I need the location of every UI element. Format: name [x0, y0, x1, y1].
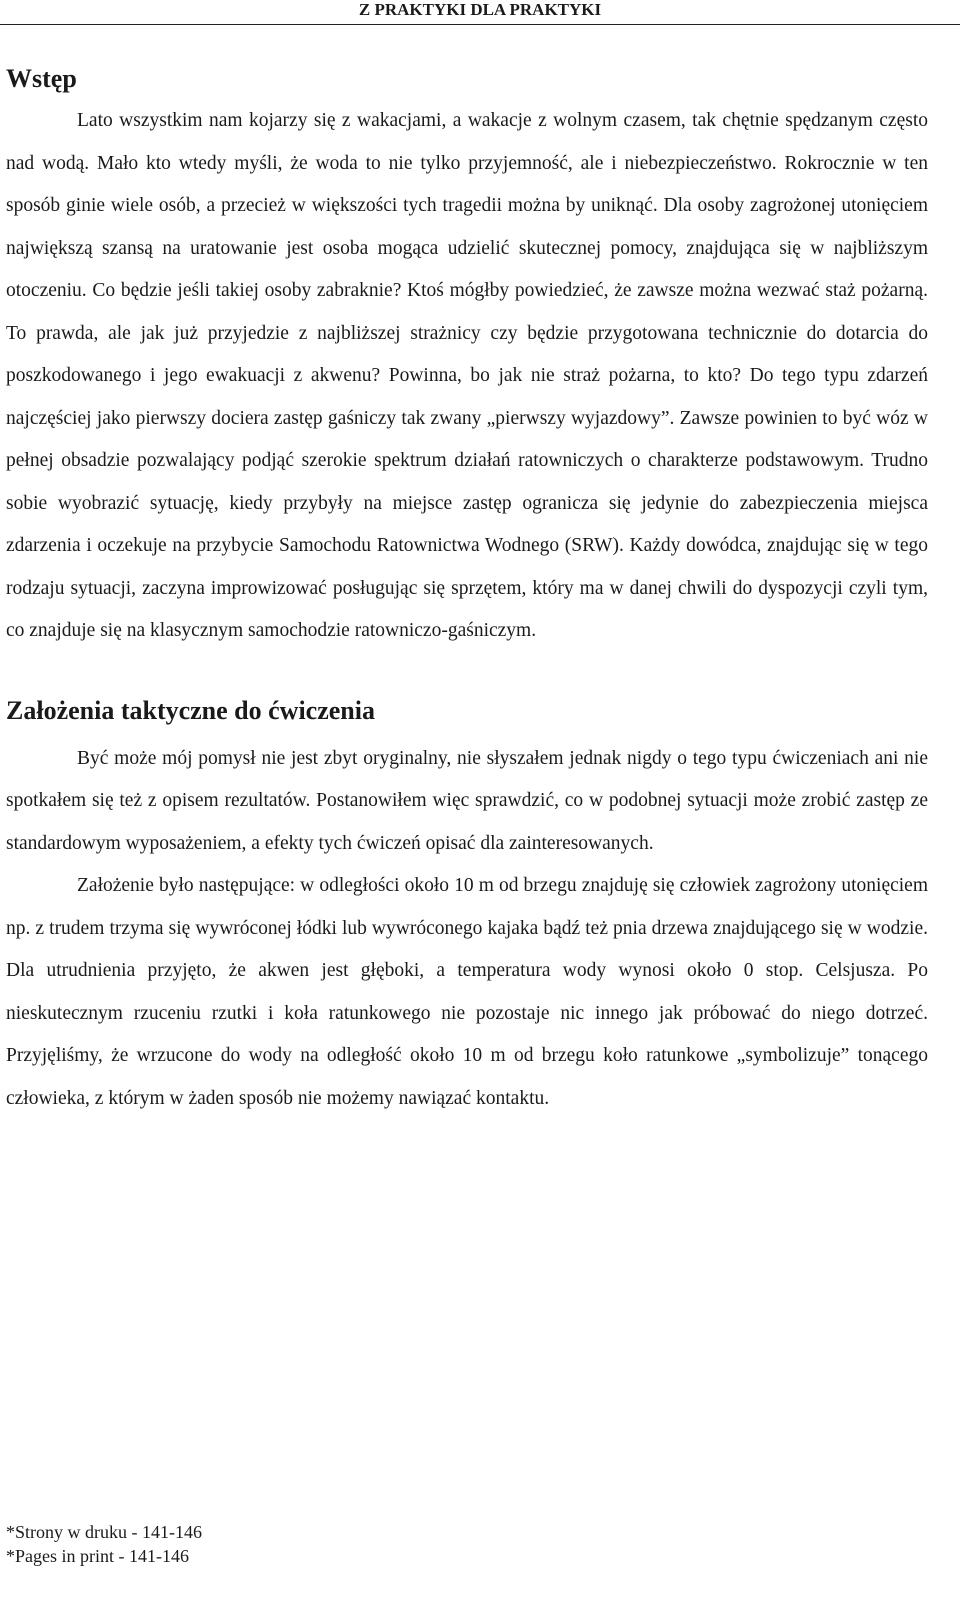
header-rule	[0, 24, 960, 25]
paragraph-tactical-2: Założenie było następujące: w odległości około 10 m od brzegu znajduję się człowiek zagrożony utonięciem np. z trudem trzyma się wywróconej łódki lub wywróconego kajaka bądź też pnia drzewa znajdującego się w wodzie. Dla utrudnienia przyjęto, że akwen jest głęboki, a temperatura wody wynosi około 0 stop. Celsjusza. Po nieskutecznym rzuceniu rzutki i koła ratunkowego nie pozostaje nic innego jak próbować do niego dotrzeć. Przyjęliśmy, że wrzucone do wody na odległość około 10 m od brzegu koło ratunkowe „symbolizuje” tonącego człowieka, z którym w żaden sposób nie możemy nawiązać kontaktu.	[6, 875, 928, 1109]
footnote-print-pages-en: *Pages in print - 141-146	[6, 1546, 189, 1566]
section-heading-tactical-assumptions: Założenia taktyczne do ćwiczenia	[6, 695, 375, 725]
footnotes	[6, 1520, 202, 1568]
paragraph-tactical-1: Być może mój pomysł nie jest zbyt oryginalny, nie słyszałem jednak nigdy o tego typu ćwiczeniach ani nie spotkałem się też z opisem rezultatów. Postanowiłem więc sprawdzić, co w podobnej sytuacji może zrobić zastęp ze standardowym wyposażeniem, a efekty tych ćwiczeń opisać dla zainteresowanych.	[6, 747, 928, 854]
running-header-title: Z PRAKTYKI DLA PRAKTYKI	[358, 0, 602, 19]
footnote-print-pages-pl: *Strony w druku - 141-146	[6, 1522, 202, 1542]
running-header	[0, 0, 960, 24]
paragraph-intro: Lato wszystkim nam kojarzy się z wakacjami, a wakacje z wolnym czasem, tak chętnie spędzanym często nad wodą. Mało kto wtedy myśli, że woda to nie tylko przyjemność, ale i niebezpieczeństwo. Rokrocznie w ten sposób ginie wiele osób, a przecież w większości tych tragedii można by uniknąć. Dla osoby zagrożonej utonięciem największą szansą na uratowanie jest osoba mogąca udzielić skutecznej pomocy, znajdująca się w najbliższym otoczeniu. Co będzie jeśli takiej osoby zabraknie? Ktoś mógłby powiedzieć, że zawsze można wezwać staż pożarną. To prawda, ale jak już przyjedzie z najbliższej strażnicy czy będzie przygotowana technicznie do dotarcia do poszkodowanego i jego ewakuacji z akwenu? Powinna, bo jak nie straż pożarna, to kto? Do tego typu zdarzeń najczęściej jako pierwszy dociera zastęp gaśniczy tak zwany „pierwszy wyjazdowy”. Zawsze powinien to być wóz w pełnej obsadzie pozwalający podjąć szerokie spektrum działań ratowniczych o charakterze podstawowym. Trudno sobie wyobrazić sytuację, kiedy przybyły na miejsce zastęp ogranicza się jedynie do zabezpieczenia miejsca zdarzenia i oczekuje na przybycie Samochodu Ratownictwa Wodnego (SRW). Każdy dowódca, znajdując się w tego rodzaju sytuacji, zaczyna improwizować posługując się sprzętem, który ma w danej chwili do dyspozycji czyli tym, co znajduje się na klasycznym samochodzie ratowniczo-gaśniczym.	[6, 110, 928, 641]
page-content	[6, 64, 928, 1120]
section-heading-intro: Wstęp	[6, 64, 77, 93]
